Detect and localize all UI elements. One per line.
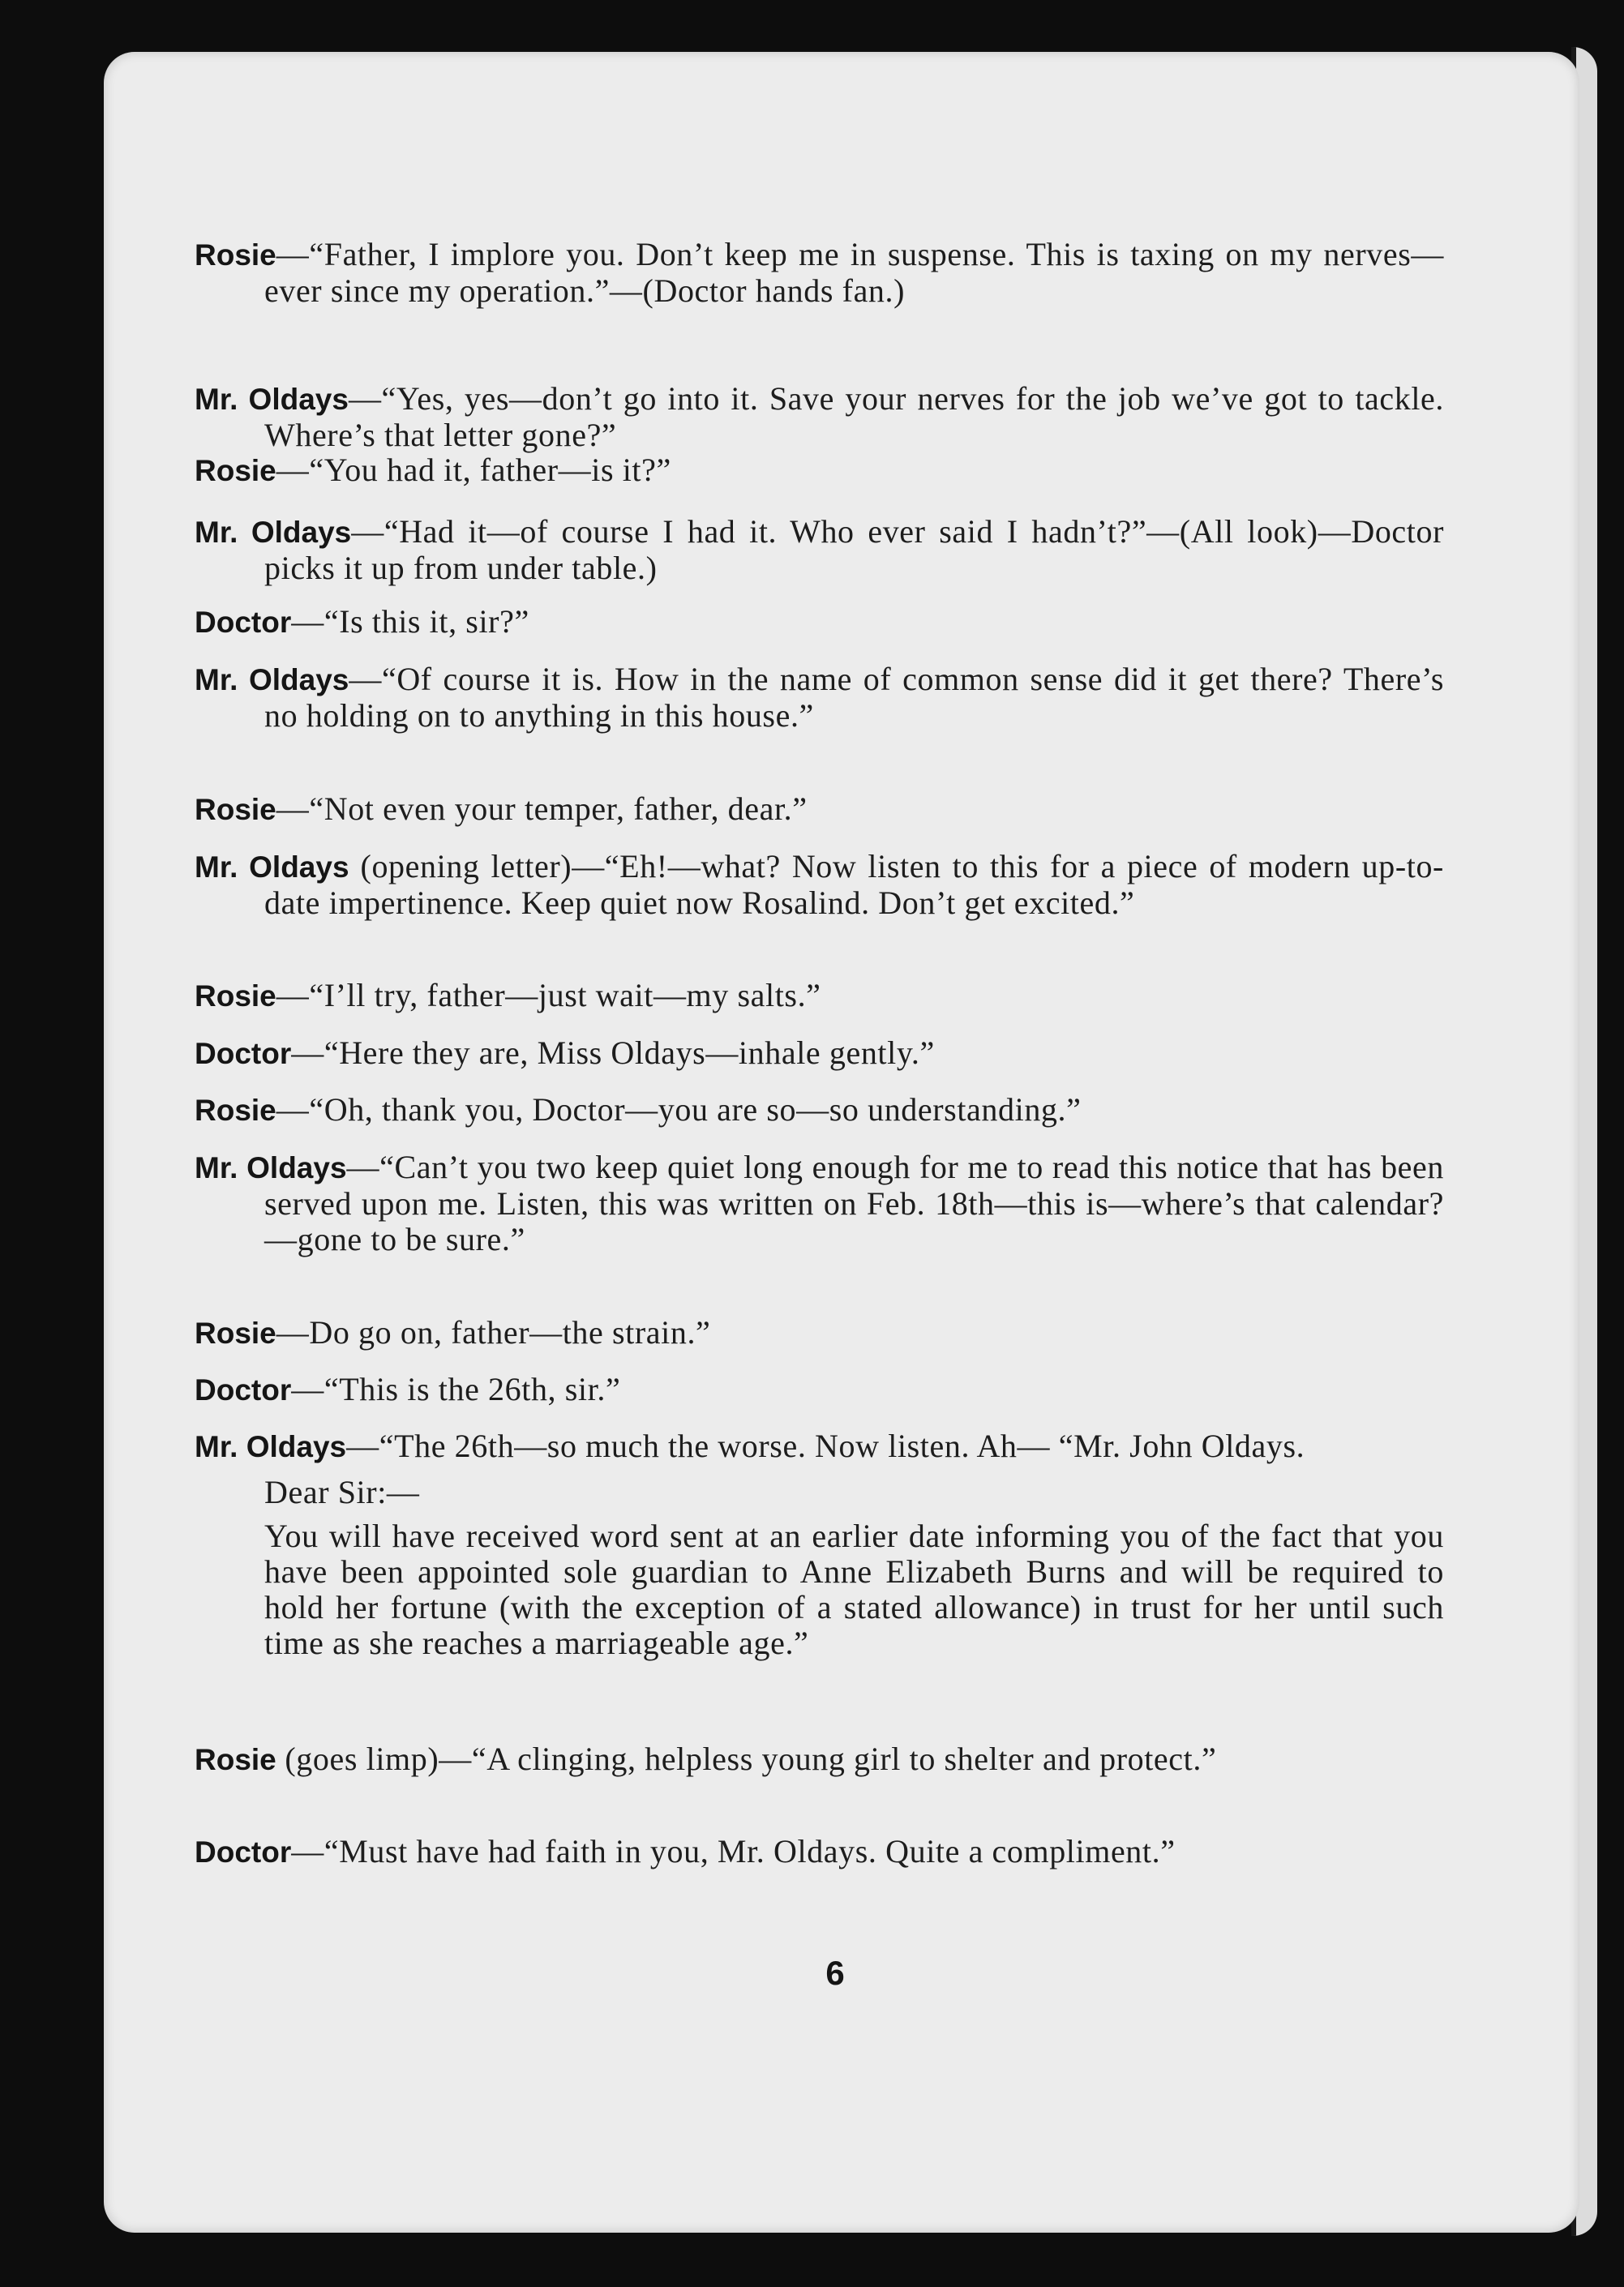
speaker-name: Doctor	[195, 1037, 292, 1070]
dialogue-text: —Do go on, father—the strain.”	[276, 1314, 711, 1351]
speaker-name: Rosie	[195, 1094, 276, 1127]
dialogue-text: —“I’ll try, father—just wait—my salts.”	[276, 977, 821, 1013]
dialogue-line	[195, 1150, 1444, 1257]
speaker-name: Mr. Oldays	[195, 1430, 347, 1463]
dialogue-text: —“This is the 26th, sir.”	[291, 1371, 621, 1407]
letter-body: You will have received word sent at an earlier date informing you of the fact that you have been appointed sole guardian to Anne Elizabeth Burns and will be required to hold her fortune (with the exception of a stated allowance) in trust for her until such time as she reaches a marriageable age.”	[264, 1518, 1444, 1661]
speaker-name: Mr. Oldays	[195, 850, 349, 884]
dialogue-line	[195, 604, 1444, 640]
page-number: 6	[825, 1954, 845, 1992]
dialogue-text: (goes limp)—“A clinging, helpless young girl to shelter and protect.”	[276, 1741, 1217, 1777]
dialogue-text: —“Had it—of course I had it. Who ever said I hadn’t?”—(All look)—Doctor picks it up from under table.)	[264, 513, 1445, 586]
dialogue-text: —“Oh, thank you, Doctor—you are so—so understanding.”	[276, 1091, 1082, 1128]
speaker-name: Mr. Oldays	[195, 383, 349, 416]
dialogue-line	[195, 1741, 1444, 1778]
dialogue-line	[195, 1315, 1444, 1351]
dialogue-line	[195, 662, 1444, 734]
dialogue-line	[195, 1035, 1444, 1072]
letter-salutation: Dear Sir:—	[264, 1474, 420, 1510]
dialogue-line	[195, 978, 1444, 1014]
book-page	[104, 52, 1579, 2233]
dialogue-line	[195, 791, 1444, 828]
dialogue-text: —“Must have had faith in you, Mr. Oldays. Quite a compliment.”	[291, 1833, 1176, 1869]
dialogue-text: —“Yes, yes—don’t go into it. Save your nerves for the job we’ve got to tackle. Where’s that letter gone?”	[264, 380, 1445, 453]
speaker-name: Rosie	[195, 238, 276, 272]
dialogue-text: —“Father, I implore you. Don’t keep me in suspense. This is taxing on my nerves—ever since my operation.”—(Doctor hands fan.)	[264, 236, 1444, 309]
dialogue-text: —“Not even your temper, father, dear.”	[276, 790, 808, 827]
dialogue-text: —“Can’t you two keep quiet long enough for me to read this notice that has been served upon me. Listen, this was written on Feb. 18th—this is—where’s that calendar? —gone to be sure.”	[264, 1149, 1444, 1257]
dialogue-line	[195, 849, 1444, 921]
speaker-name: Mr. Oldays	[195, 1151, 347, 1184]
speaker-name: Doctor	[195, 1373, 292, 1407]
speaker-name: Rosie	[195, 979, 276, 1013]
dialogue-line	[195, 237, 1444, 309]
dialogue-text: —“The 26th—so much the worse. Now listen. Ah— “Mr. John Oldays.	[346, 1428, 1305, 1464]
dialogue-text: —“You had it, father—is it?”	[276, 452, 671, 488]
dialogue-line	[195, 514, 1444, 586]
dialogue-text: —“Is this it, sir?”	[291, 603, 529, 640]
dialogue-text: —“Of course it is. How in the name of common sense did it get there? There’s no holding on to anything in this house.”	[264, 661, 1444, 734]
speaker-name: Doctor	[195, 606, 292, 639]
dialogue-line	[195, 452, 1444, 489]
speaker-name: Rosie	[195, 1317, 276, 1350]
speaker-name: Rosie	[195, 454, 276, 487]
speaker-name: Doctor	[195, 1835, 292, 1869]
dialogue-line	[195, 1834, 1444, 1870]
dialogue-text: —“Here they are, Miss Oldays—inhale gently.”	[291, 1034, 935, 1071]
dialogue-line	[195, 1372, 1444, 1408]
dialogue-line-with-letter	[195, 1428, 1444, 1661]
dialogue-line	[195, 381, 1444, 453]
speaker-name: Mr. Oldays	[195, 516, 352, 549]
speaker-name: Rosie	[195, 1743, 276, 1776]
dialogue-line	[195, 1092, 1444, 1129]
dialogue-text: (opening letter)—“Eh!—what? Now listen to this for a piece of modern up-to-date impertinence. Keep quiet now Rosalind. Don’t get excited.”	[264, 848, 1444, 921]
speaker-name: Mr. Oldays	[195, 663, 349, 696]
speaker-name: Rosie	[195, 793, 276, 826]
